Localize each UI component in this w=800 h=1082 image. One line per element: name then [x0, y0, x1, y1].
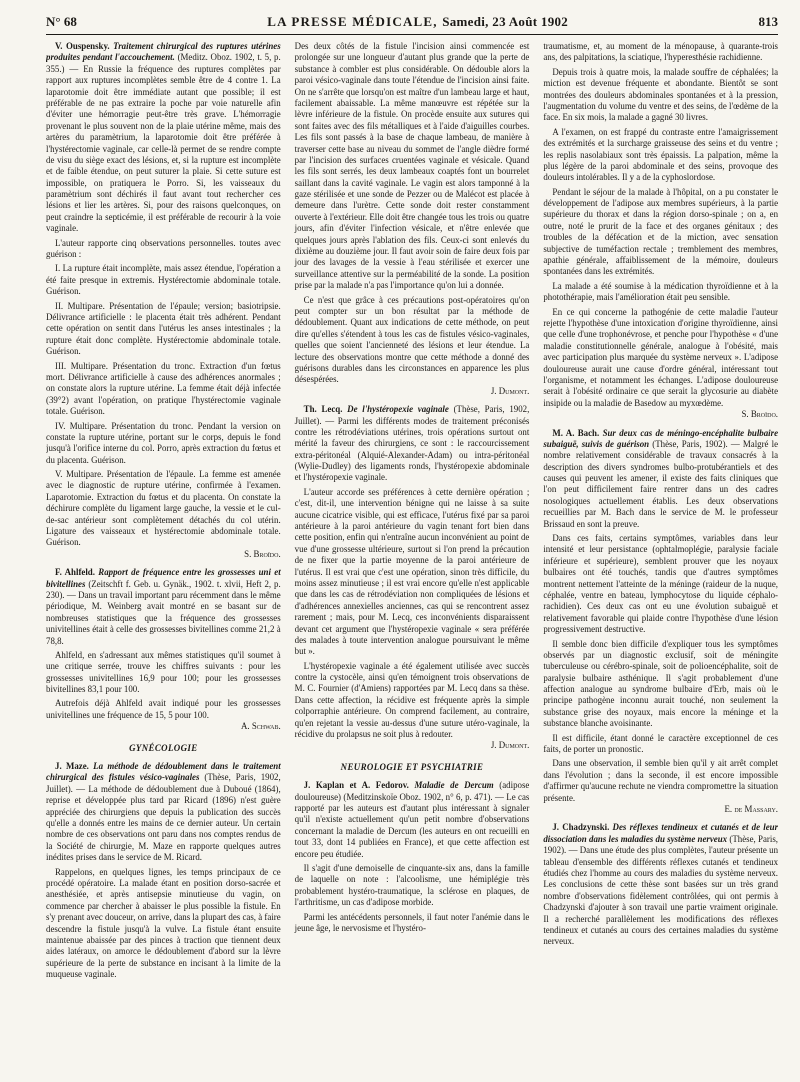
article-paragraph: [46, 761, 281, 864]
review-citation: (Thèse, Paris, 1902).: [543, 833, 778, 856]
review-author: F. Ahlfeld.: [55, 567, 95, 578]
article-paragraph: Il semble donc bien difficile d'expliquer tous les symptômes observés par un diagnostic exclusif, soit de méningite tuberculeuse ou cérébro-spinale, soit de polioencéphalite, soit de paralysie bulbaire asthénique. Il s'agit probablement d'une affection analogue au syndrome bulbaire d'Erb, mais où le principe pathogène inconnu aurait touché, non seulement la substance grise des noyaux, mais encore la méninge et la substance blanche avoisinante.: [543, 638, 778, 729]
review-article: [46, 761, 281, 980]
article-paragraph: Il est difficile, étant donné le caractère exceptionnel de ces faits, de porter un pronostic.: [543, 732, 778, 755]
article-paragraph: L'auteur accorde ses préférences à cette dernière opération ; c'est, dit-il, une intervention bénigne qui ne laisse à sa suite aucune cicatrice visible, qui est efficace, l'utérus fixé par sa paroi antérieure à la paroi antérieure du vagin tenant fort bien dans cette position, enfin qui n'entraîne aucun inconvénient au point de vue d'une grossesse ultérieure, surtout si l'on prend la précaution de ne fixer que la partie moyenne de la paroi antérieure de l'utérus. Il est vrai que c'est une opération, sinon très difficile, du moins assez minutieuse ; il est vrai encore qu'elle n'est applicable que dans les cas de rétrodéviation non compliquées de lésions et d'adhérences annexielles anciennes, cas qui se rencontrent assez rarement ; mais, pour M. Lecq, ces inconvénients disparaissent devant cet argument que l'hystéropexie vaginale « sera préférée des malades à toute intervention analogue poursuivant le même but ».: [294, 486, 530, 657]
review-citation: (adipose douloureuse) (Meditzinskoïe Oboz. 1902, n° 6, p. 471).: [294, 780, 530, 802]
review-signature: A. Schwab.: [241, 721, 281, 732]
page-label: N° 68: [46, 14, 77, 29]
review-title: Rapport de fréquence entre les grossesses uni et bivitellines: [46, 567, 281, 589]
review-title: Maladie de Dercum: [414, 780, 494, 791]
review-citation: (Thèse, Paris, 1902, Juillet).: [294, 404, 530, 426]
article-paragraph: Dans ces faits, certains symptômes, variables dans leur intensité et leur persistance (ophtalmoplégie, paralysie faciale inférieure et supérieure), semblent prouver que les noyaux bulbaires ont été touchés, tandis que d'autres symptômes montrent nettement l'atteinte de la méninge (raideur de la nuque, céphalée, ventre en bateau, lymphocytose du liquide céphalo-rachidien). Ces deux cas ont eu une évolution subaiguë et relativement favorable qui plaide contre l'hypothèse d'une lésion progressivement destructive.: [543, 533, 778, 635]
review-article: [295, 404, 530, 752]
section-heading: NEUROLOGIE ET PSYCHIATRIE: [340, 761, 484, 772]
review-title: Des réflexes tendineux et cutanés et de leur dissociation dans les maladies du système nerveux: [543, 822, 778, 844]
article-paragraph: [295, 780, 530, 860]
review-author: J. Kaplan et A. Fedorov.: [303, 780, 409, 791]
review-signature: J. Dumont.: [490, 385, 530, 396]
article-paragraph: II. Multipare. Présentation de l'épaule; version; basiotripsie. Délivrance artificielle : le placenta était très adhérent. Pendant cette opération on sentit dans l'utérus les anses intestinales ; la rupture était donc complète. Hystérectomie abdominale totale. Guérison.: [46, 300, 281, 357]
page-number: 813: [758, 14, 778, 29]
article-paragraph: [46, 567, 281, 647]
review-article: [46, 41, 281, 560]
article-paragraph: Il s'agit d'une demoiselle de cinquante-six ans, dans la famille de laquelle on note : l'alcoolisme, une hémiplégie très probablement hystéro-traumatique, la sclérose en plaques, de l'arthritisme, un cas d'adipose morbide.: [294, 862, 530, 908]
review-author: J. Chadzynski.: [552, 822, 610, 833]
article-paragraph: Depuis trois à quatre mois, la malade souffre de céphalées; la miction est devenue fréquente et abondante. Bientôt se sont montrées des douleurs abdominales spontanées et à la pression, l'augmentation du volume du ventre et des seins, de l'œdème de la face. En six mois, la malade a gagné 30 livres.: [543, 66, 778, 123]
article-paragraph: V. Multipare. Présentation de l'épaule. La femme est amenée avec le diagnostic de rupture utérine, confirmée à l'examen. Laparotomie. Extraction du fœtus et du placenta. On constate la déchirure complète du ligament large gauche, la vessie et le cul-de-sac antérieur sont complètement détachés du col utérin. Ligature des vaisseaux et hystérectomie abdominale totale. Guérison.: [46, 469, 281, 548]
article-paragraph: L'hystéropexie vaginale a été également utilisée avec succès contre la cystocèle, ainsi qu'en témoignent trois observations de M. C. Fournier (d'Amiens) rapportées par M. Lecq dans sa thèse. Dans cette affection, la récidive est fréquente après la simple colporraphie antérieure. On comprend facilement, au contraire, qu'en rejetant la vessie au-dessus d'une suture utéro-vaginale, la récidive du prolapsus ne soit plus à redouter.: [294, 660, 530, 740]
column-3: [543, 41, 778, 1081]
column-2: [295, 41, 530, 1081]
paragraph-text: — Parmi les différents modes de traitement préconisés contre les rétrodéviations utérines, trois opérations surtout ont mérité la faveur des chirurgiens, ce sont : le raccourcissement extra-péritonéal (Alquié-Alexander-Adam) ou intra-péritonéal (Wylie-Dudley) des ligaments ronds, l'hystéropexie abdominale et l'hystéropexie vaginale.: [294, 415, 530, 483]
review-citation: (Zeitschft f. Geb. u. Gynäk., 1902. t. xlvii, Heft 2, p. 230).: [46, 578, 281, 600]
article-paragraph: traumatisme, et, au moment de la ménopause, à quarante-trois ans, des palpitations, la sciatique, l'hyperesthésie rachidienne.: [543, 41, 778, 63]
paragraph-text: — En Russie la fréquence des ruptures complètes par rapport aux ruptures incomplètes semble être de 4 contre 1. La laparotomie doit être immédiate autant que possible; il est préférable de ne pas extraire la poche par voie naturelle afin d'éviter une hémorragie peut-être très grave. L'hémorragie provenant le plus souvent non de la plaie utérine même, mais des artères du paramètrium, la laparotomie doit être préférée à l'hystérectomie vaginale, car celle-là permet de se rendre compte de visu du siège exact des lésions, et, si la rupture est incomplète et de faible étendue, on peut suturer la plaie. Si cette suture est impossible, on pratiquera le Porro. Si, les vaisseaux du paramètrium sont déchirés il faut avant tout rechercher ces lésions et lier les artères. Si, pour des raisons quelconques, on peut craindre la septicémie, il est préférable de recourir à la voie vaginale.: [46, 63, 281, 234]
review-article: [295, 780, 530, 934]
column-1: [46, 41, 281, 1081]
article-paragraph: Ce n'est que grâce à ces précautions post-opératoires qu'on peut compter sur un bon résultat par la méthode de dédoublement. Quant aux indications de cette méthode, on peut dire qu'elles s'étendent à tous les cas de fistules vésico-vaginales, quelles que soient l'ancienneté des lésions et leur étendue. La lecture des observations montre que cette méthode a donné des guérisons durables dans les circonstances en apparence les plus désespérées.: [294, 294, 530, 385]
article-paragraph: [295, 404, 530, 484]
review-citation: (Meditz. Oboz. 1902, t. 5, p. 355.): [46, 52, 281, 74]
section-heading: GYNÉCOLOGIE: [129, 742, 198, 753]
review-author: V. Ouspensky.: [55, 41, 110, 51]
article-paragraph: L'auteur rapporte cinq observations personnelles. toutes avec guérison :: [46, 237, 281, 260]
review-signature: J. Dumont.: [490, 740, 530, 751]
review-signature: S. Broïdo.: [244, 548, 281, 559]
review-author: J. Maze.: [55, 761, 89, 772]
article-paragraph: Ahlfeld, en s'adressant aux mêmes statistiques qu'il soumet à une critique serrée, trouve les chiffres suivants : pour les grossesses univitellines 16,9 pour 100; pour les grossesses bivitellines 83,1 pour 100.: [46, 649, 281, 695]
article-paragraph: I. La rupture était incomplète, mais assez étendue, l'opération a été faite presque in extremis. Hystérectomie abdominale totale. Guérison.: [46, 263, 281, 297]
issue-date: Samedi, 23 Août 1902: [442, 14, 569, 29]
review-author: Th. Lecq.: [303, 404, 343, 415]
article-paragraph: Rappelons, en quelques lignes, les temps principaux de ce procédé opératoire. La malade étant en position dorso-sacrée et anesthésiée, et après antisepsie minutieuse du vagin, on commence par chercher à abaisser le plus possible la fistule. En s'y prenant avec douceur, on arrive, dans la plupart des cas, à faire descendre la fistule jusqu'à la vulve. La fistule étant ensuite maintenue abaissée par des pinces à traction que tiennent deux aides latéraux, on amorce le dédoublement d'abord sur la lèvre supérieure de la perte de substance en incisant à la limite de la muqueuse vaginale.: [46, 866, 281, 980]
review-title: La méthode de dédoublement dans le traitement chirurgical des fistules vésico-vaginales: [46, 761, 281, 783]
review-citation: (Thèse, Paris, 1902).: [652, 438, 728, 449]
review-signature: S. Broïdo.: [741, 409, 778, 420]
review-article: [543, 822, 778, 947]
article-paragraph: IV. Multipare. Présentation du tronc. Pendant la version on constate la rupture utérine, portant sur le corps, depuis le fond jusqu'à l'orifice interne du col. Porro, après extraction du fœtus et du placenta. Guérison.: [46, 420, 281, 465]
article-paragraph: [543, 428, 778, 531]
running-head: [46, 14, 778, 35]
columns: [46, 41, 778, 1081]
review-title: Traitement chirurgical des ruptures utérines produites pendant l'accouchement.: [46, 41, 281, 63]
review-article: [46, 567, 281, 732]
review-author: M. A. Bach.: [552, 427, 600, 438]
article-paragraph: Autrefois déjà Ahlfeld avait indiqué pour les grossesses univitellines une fréquence de 15, 5 pour 100.: [46, 698, 281, 720]
article-paragraph: Parmi les antécédents personnels, il faut noter l'anémie dans le jeune âge, le nervosisme et l'hystéro-: [294, 911, 530, 933]
article-continuation: [295, 41, 530, 397]
paragraph-text: — La méthode de dédoublement due à Duboué (1864), reprise et développée plus tard par Ricard (1896) n'est guère appréciée des chirurgiens que depuis la publication des succès qu'elle a donnés entre les mains de ce dernier auteur. Un certain nombre de ces observations ont paru dans nos comptes rendus de la Société de chirurgie, M. Maze en rapporte quelques autres inédites prises dans le service de M. Ricard.: [46, 783, 281, 863]
article-paragraph: Dans une observation, il semble bien qu'il y ait arrêt complet dans l'évolution ; dans la seconde, il est encore impossible d'affirmer qu'aucune rechute ne viendra compromettre la situation présente.: [543, 758, 778, 803]
article-paragraph: [46, 41, 281, 235]
review-citation: (Thèse, Paris, 1902, Juillet).: [46, 772, 281, 794]
article-paragraph: III. Multipare. Présentation du tronc. Extraction d'un fœtus mort. Délivrance artificielle à cause des adhérences anormales ; on constate alors la rupture utérine. La femme était déjà infectée (39°2) avant l'opération, on pratique l'hystérectomie vaginale totale. Guérison.: [46, 360, 281, 417]
review-article: [543, 428, 778, 816]
article-paragraph: Des deux côtés de la fistule l'incision ainsi commencée est prolongée sur une longueur d'autant plus grande que la perte de substance à combler est plus considérable. On dédouble alors la paroi vésico-vaginale dans toute l'étendue de l'incision ainsi faite. On ne s'arrête que lorsqu'on est maître d'un lambeau large et haut, facilement abaissable. La même manœuvre est répétée sur la lèvre inférieure de la fistule. On procède ensuite aux sutures qui sont faites avec des fils métalliques et à l'aide d'aiguilles courbes. Les fils sont passés à la base de chaque lambeau, de manière à traverser cette base au niveau du sommet de l'angle dièdre formé par l'incision des surfaces cruentées vaginale et vésicale. Quand les fils sont serrés, les deux lambeaux coaptés font un bourrelet saillant dans la cavité vaginale. Le vagin est alors tamponné à la gaze stérilisée et une sonde de Pezzer ou de Malécot est placée à demeure dans l'urètre. Cette sonde doit rester constamment ouverte à l'extérieur. Elle doit être changée tous les trois ou quatre jours, afin d'éviter l'infection vésicale, et n'être enlevée que quelques jours après l'ablation des fils. Ceux-ci sont enlevés du dixième au douzième jour. Il faut avoir soin de faire deux fois par jour des lavages de la vessie à l'eau stérilisée et exercer une surveillance attentive sur la perméabilité de la sonde. La position prise par la malade n'a pas l'importance qu'on lui a donnée.: [294, 41, 530, 291]
review-title: Sur deux cas de méningo-encéphalite bulbaire subaiguë, suivis de guérison: [543, 427, 778, 449]
article-continuation: [543, 41, 778, 421]
article-paragraph: La malade a été soumise à la médication thyroïdienne et à la photothérapie, mais l'amélioration était peu sensible.: [543, 280, 778, 303]
paragraph-text: — Dans une étude des plus complètes, l'auteur présente un tableau d'ensemble des différents réflexes cutanés et tendineux étudiés chez l'homme au cours des maladies du système nerveux. Les conclusions de cette thèse sont basées sur un très grand nombre d'observations fidèlement contrôlées, qui ont permis à Chadzynski d'ajouter à son travail une partie vraiment originale. Il a recherché parallèlement les modifications des réflexes tendineux et cutanés au cours des certaines maladies du système nerveux.: [543, 845, 778, 947]
journal-title: [267, 14, 568, 30]
review-signature: E. de Massary.: [724, 804, 778, 814]
paragraph-text: — Dans un travail important paru récemment dans le même périodique, M. Weinberg avait montré en se basant sur de nombreuses statistiques que la fréquence des grossesses univitellines était à celle des grossesses bivitellines comme 21,2 à 78,8.: [46, 589, 281, 646]
paragraph-text: — Malgré le nombre relativement considérable de travaux consacrés à la description des divers syndromes bulbo-protubérantiels et des causes qui peuvent les amener, il existe des faits cliniques que l'on peut difficilement faire rentrer dans un des cadres nosologiques actuellement établis. Les deux observations recueillies par M. Bach dans le service de M. le professeur Brissaud en sont la preuve.: [543, 438, 778, 529]
review-title: De l'hystéropexie vaginale: [347, 404, 449, 415]
journal-name: LA PRESSE MÉDICALE,: [267, 14, 438, 29]
paragraph-text: — Le cas rapporté par les auteurs est d'autant plus intéressant à signaler qu'il n'existe actuellement qu'un petit nombre d'observations concernant la maladie de Dercum (les auteurs en ont recueilli en tout 33, dont 14 publiées en France), et que cette affection est encore peu étudiée.: [294, 791, 530, 859]
article-paragraph: A l'examen, on est frappé du contraste entre l'amaigrissement des extrémités et la surcharge graisseuse des seins et du ventre ; les replis nasolabiaux sont très épaissis. La palpation, même la plus légère de la paroi abdominale et des seins, provoque des douleurs intolérables. Il y a de la cyphoslordose.: [543, 126, 778, 183]
article-paragraph: [543, 822, 778, 947]
article-paragraph: En ce qui concerne la pathogénie de cette maladie l'auteur rejette l'hypothèse d'une intoxication d'origine thyroïdienne, ainsi que celle d'une trophonévrose, et penche pour l'hypothèse « d'une maladie constitutionnelle générale, analogue à l'obésité, mais avec participation plus marquée du système nerveux ». L'adipose douloureuse aurait une cause d'ordre général, intéressant tout l'organisme, et notamment les échanges. L'adipose douloureuse serait à l'obésité ordinaire ce que serait la glycosurie au diabète insipide ou la maladie de Basedow au myxœdème.: [543, 306, 778, 408]
article-paragraph: Pendant le séjour de la malade à l'hôpital, on a pu constater le développement de l'adipose aux membres supérieurs, à la partie supérieure du thorax et dans la région dorso-spinale ; on a, en outre, noté le prurit de la face et des organes génitaux ; des troubles de la défécation et de la miction, avec sensation subjective de tuméfaction rectale ; tremblement des membres, apathie générale, affaiblissement de la mémoire, douleurs spontanées dans les extrémités.: [543, 186, 778, 277]
